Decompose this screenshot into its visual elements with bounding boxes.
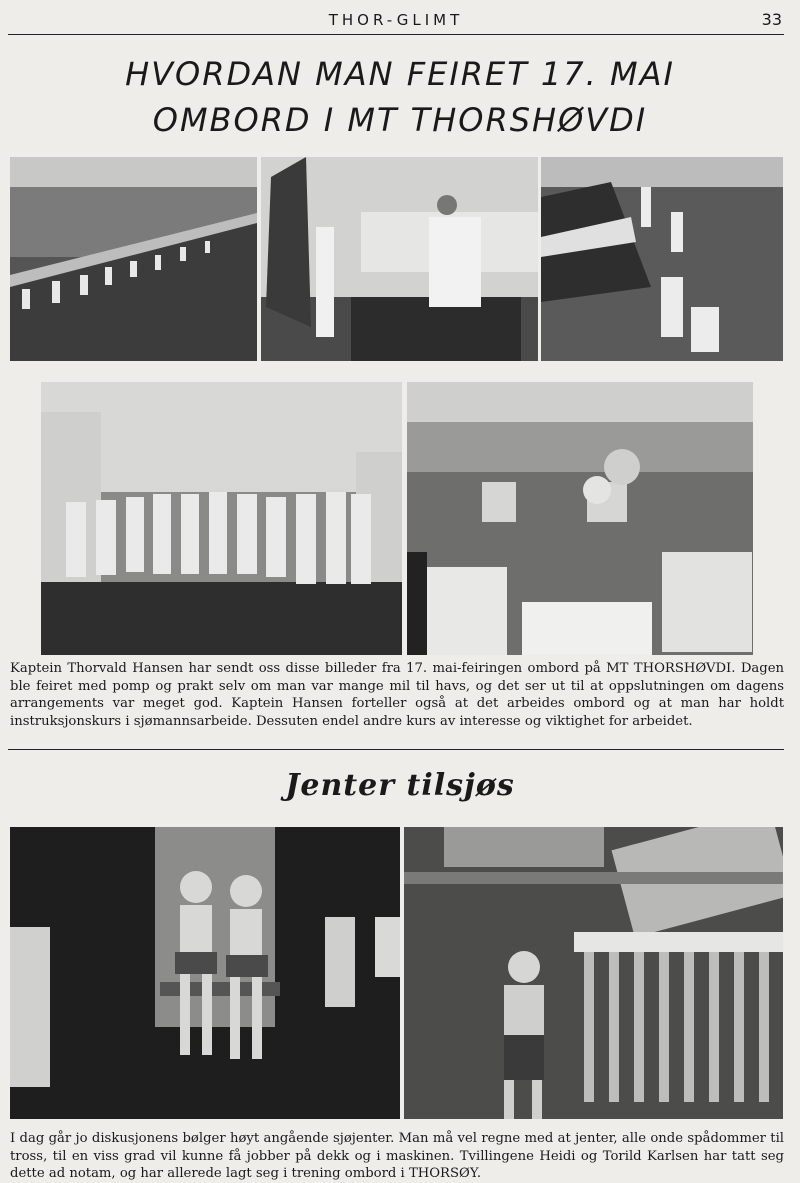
photo-deck-parade: [10, 157, 257, 361]
photo-engine-room: [404, 827, 783, 1119]
page-number: 33: [761, 10, 782, 29]
article-title-line-1: HVORDAN MAN FEIRET 17. MAI: [125, 55, 675, 93]
photo-flag-speech: [261, 157, 538, 361]
section-divider: [8, 749, 784, 750]
section-title: Jenter tilsjøs: [285, 768, 515, 803]
photo-flag-deck: [541, 157, 783, 361]
photo-crew-group: [41, 382, 402, 655]
photo-celebration-dinner: [407, 382, 753, 655]
magazine-name: THOR-GLIMT: [328, 11, 464, 29]
page-header: [8, 8, 784, 35]
article-title-line-2: OMBORD I MT THORSHØVDI: [152, 101, 648, 139]
article-caption: Kaptein Thorvald Hansen har sendt oss disse billeder fra 17. mai-feiringen ombord på MT THORSHØVDI. Dagen ble feiret med pomp og prakt selv om man var mange mil til havs, og det ser ut til at oppslutningen om dagens arrangements var meget god. Kaptein Hansen forteller også at det arbeides ombord og at man har holdt instruksjonskurs i sjømannsarbeide. Dessuten endel andre kurs av interesse og viktighet for arbeidet.: [10, 661, 784, 729]
photo-twins-sitting: [10, 827, 400, 1119]
twins-caption: I dag går jo diskusjonens bølger høyt angående sjøjenter. Man må vel regne med at jenter, alle onde spådommer til tross, til en viss grad vil kunne få jobber på dekk og i maskinen. Tvillingene Heidi og Torild Karlsen har tatt seg dette ad notam, og har allerede lagt seg i trening ombord i THORSØY.: [10, 1131, 784, 1181]
